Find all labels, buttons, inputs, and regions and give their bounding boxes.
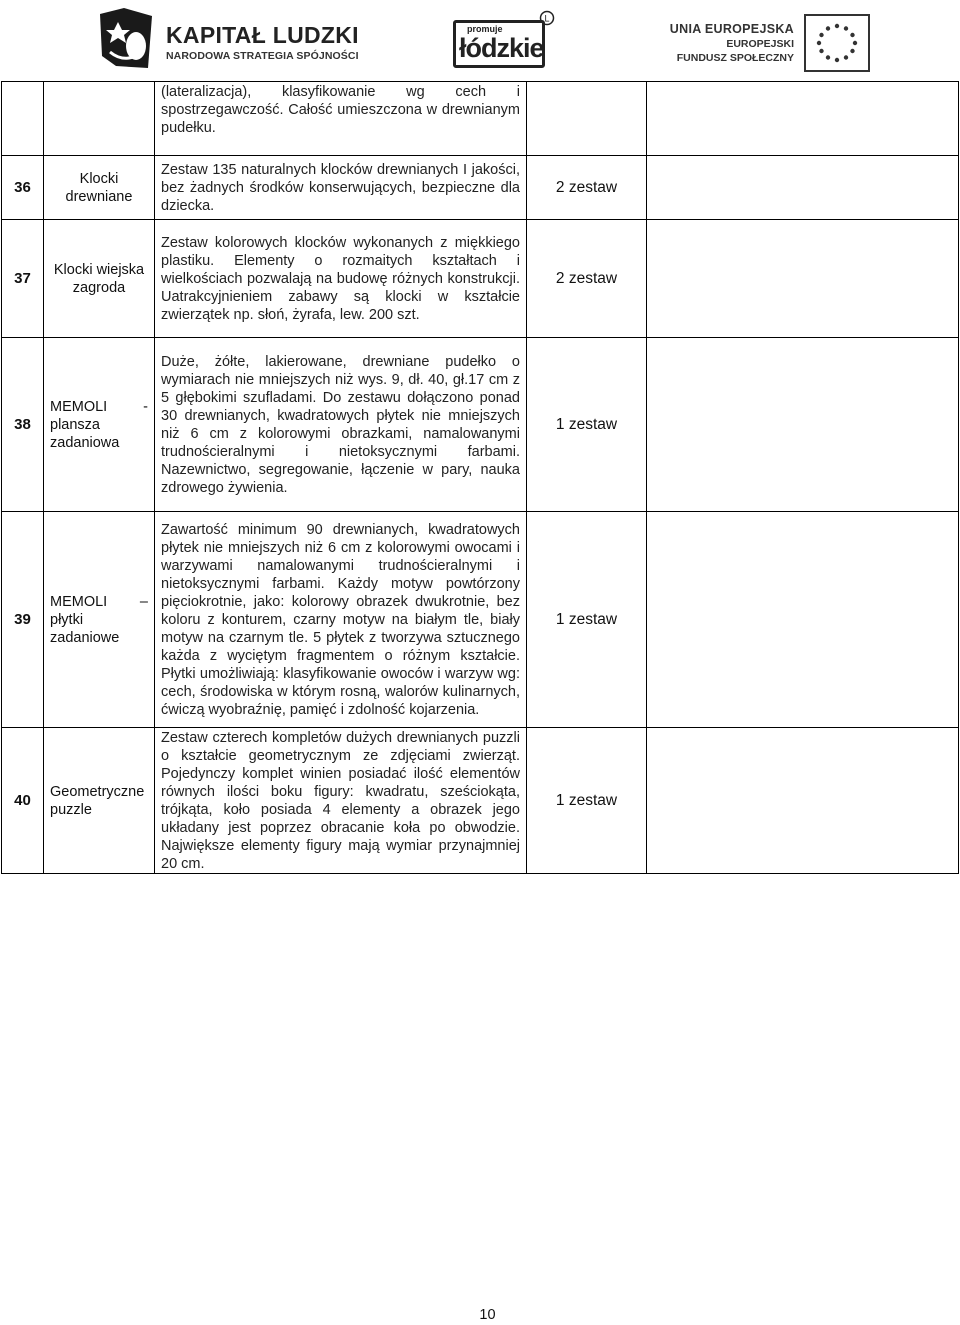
item-quantity: 2 zestaw (527, 156, 647, 220)
item-name-word: MEMOLI (50, 398, 108, 415)
row-number: 38 (2, 338, 44, 512)
svg-text:L: L (544, 13, 550, 24)
empty-cell (647, 728, 959, 874)
item-description: Zawartość minimum 90 drewnianych, kwadratowych płytek nie mniejszych niż 6 cm z kolorowymi owocami i warzywami namalowanymi trudnościeralnymi i nietoksycznymi farbami. Każdy motyw powtórzony pięciokrotnie, jako: kolorowy obrazek dwukrotnie, bez koloru z konturem, czarny motyw na białym tle, biały motyw na czarnym tle. 5 płytek z tworzywa sztucznego każda z wyciętym fragmentem o różnym kształcie. Płytki umożliwiają: klasyfikowanie owoców i warzyw wg: cech, środowiska w którym rosną, walorów kulinarnych, ćwiczą wyobraźnię, pamięć i zdolność kojarzenia. (155, 512, 527, 728)
promuje-lodzkie-logo (453, 6, 557, 70)
table-row (2, 156, 959, 220)
kapital-ludzki-emblem-icon (96, 6, 156, 72)
ue-title: UNIA EUROPEJSKA (669, 22, 794, 36)
item-name (44, 156, 155, 220)
item-description: Duże, żółte, lakierowane, drewniane pudełko o wymiarach nie mniejszych niż wys. 9, dł. 40, gł.17 cm z 5 głębokimi szufladami. Do zestawu dołączono ponad 30 drewnianych, kwadratowych płytek nie mniejszych niż 6 cm z kolorowymi obrazkami, namalowanymi trudnościeralnymi i nietoksycznymi farbami. Nazewnictwo, segregowanie, łączenie w pary, nauka zdrowego żywienia. (155, 338, 527, 512)
table-row (2, 82, 959, 156)
table-row (2, 338, 959, 512)
row-number (2, 82, 44, 156)
empty-cell (647, 82, 959, 156)
row-number: 37 (2, 220, 44, 338)
page-number: 10 (479, 1307, 496, 1323)
item-name (44, 728, 155, 874)
item-description: Zestaw czterech kompletów dużych drewnianych puzzli o kształcie geometrycznym ze zdjęciami zwierząt. Pojedynczy komplet winien posiadać ilość elementów równych ilości boku figury: kwadratu, sześciokąta, trójkąta, koło posiada 4 elementy a obrazek jego układany jest poprzez obracanie koła po obwodzie. Największe elementy figury mają wymiar przynajmniej 20 cm. (155, 728, 527, 874)
lodzkie-big-text: łódzkie (459, 33, 544, 63)
item-quantity: 1 zestaw (527, 512, 647, 728)
item-name-first-line (50, 398, 148, 416)
ue-line3: FUNDUSZ SPOŁECZNY (676, 52, 794, 64)
item-description: Zestaw 135 naturalnych klocków drewnianych I jakości, bez żadnych środków konserwujących, bezpieczne dla dziecka. (155, 156, 527, 220)
item-name-word: MEMOLI (50, 593, 108, 610)
kapital-ludzki-title: KAPITAŁ LUDZKI (166, 22, 359, 48)
empty-cell (647, 156, 959, 220)
row-number: 36 (2, 156, 44, 220)
table-row (2, 220, 959, 338)
item-name (44, 338, 155, 512)
page-header (0, 0, 960, 82)
item-name-dash: - (143, 398, 148, 415)
unia-europejska-logo (669, 10, 958, 72)
item-description: Zestaw kolorowych klocków wykonanych z miękkiego plastiku. Elementy o rozmaitych kształtach i wielkościach pozwalają na budowę różnych konstrukcji. Uatrakcyjnieniem zabawy są klocki w kształcie zwierzątek np. słoń, żyrafa, lew. 200 szt. (155, 220, 527, 338)
row-number: 39 (2, 512, 44, 728)
empty-cell (647, 512, 959, 728)
item-quantity: 1 zestaw (527, 728, 647, 874)
item-name (44, 512, 155, 728)
ue-line2: EUROPEJSKI (726, 38, 794, 50)
table-row (2, 728, 959, 874)
item-name-dash: – (139, 593, 148, 610)
table-row (2, 512, 959, 728)
registered-mark-icon (539, 10, 555, 26)
empty-cell (647, 338, 959, 512)
item-name-text: Geometryczne puzzle (50, 783, 145, 818)
kapital-ludzki-logo (96, 6, 386, 72)
empty-cell (647, 220, 959, 338)
item-name-text: Klocki wiejska zagroda (53, 261, 145, 296)
item-name (44, 82, 155, 156)
lodzkie-small-text: promuje (467, 24, 503, 34)
item-description: (lateralizacja), klasyfikowanie wg cech i spostrzegawczość. Całość umieszczona w drewnianym pudełku. (155, 82, 527, 156)
item-name-first-line (50, 593, 148, 611)
item-quantity (527, 82, 647, 156)
kapital-ludzki-subtitle: NARODOWA STRATEGIA SPÓJNOŚCI (166, 50, 359, 62)
item-name-rest: płytki zadaniowe (50, 611, 120, 646)
item-name (44, 220, 155, 338)
item-name-rest: plansza zadaniowa (50, 416, 120, 451)
row-number: 40 (2, 728, 44, 874)
eu-flag-icon (804, 14, 870, 72)
item-name-text: Klocki drewniane (65, 170, 133, 205)
item-quantity: 2 zestaw (527, 220, 647, 338)
item-quantity: 1 zestaw (527, 338, 647, 512)
items-table (1, 81, 959, 874)
